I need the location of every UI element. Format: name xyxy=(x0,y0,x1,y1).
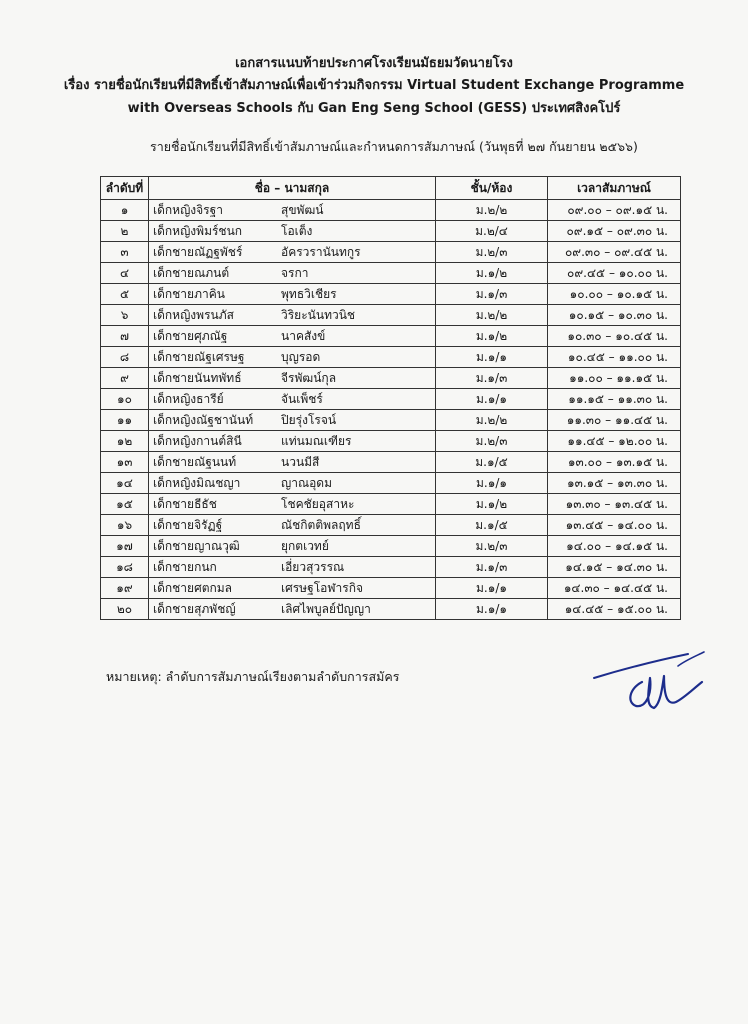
row-time: ๑๐.๓๐ – ๑๐.๔๕ น. xyxy=(548,326,681,347)
signature-image xyxy=(590,648,710,712)
first-name: เด็กชายณัฐนนท์ xyxy=(153,454,237,469)
table-header-row xyxy=(101,177,681,200)
row-name xyxy=(149,431,436,452)
row-no: ๒๐ xyxy=(101,599,149,620)
row-time: ๑๐.๔๕ – ๑๑.๐๐ น. xyxy=(548,347,681,368)
table-row xyxy=(101,473,681,494)
table-row xyxy=(101,578,681,599)
first-name: เด็กชายภาคิน xyxy=(153,286,225,301)
row-class: ม.๑/๑ xyxy=(436,473,548,494)
row-name xyxy=(149,557,436,578)
row-no: ๒ xyxy=(101,221,149,242)
first-name: เด็กหญิงณัฐชานันท์ xyxy=(153,412,254,427)
table-row xyxy=(101,431,681,452)
table-row xyxy=(101,263,681,284)
row-name xyxy=(149,305,436,326)
row-class: ม.๑/๕ xyxy=(436,452,548,473)
first-name: เด็กหญิงจิรฐา xyxy=(153,202,223,217)
row-time: ๑๔.๔๕ – ๑๕.๐๐ น. xyxy=(548,599,681,620)
row-name xyxy=(149,473,436,494)
row-class: ม.๑/๒ xyxy=(436,263,548,284)
row-time: ๑๑.๓๐ – ๑๑.๔๕ น. xyxy=(548,410,681,431)
first-name: เด็กหญิงธารีย์ xyxy=(153,391,224,406)
row-time: ๐๙.๓๐ – ๐๙.๔๕ น. xyxy=(548,242,681,263)
table-row xyxy=(101,536,681,557)
row-class: ม.๒/๒ xyxy=(436,410,548,431)
table-row xyxy=(101,200,681,221)
row-time: ๑๑.๐๐ – ๑๑.๑๕ น. xyxy=(548,368,681,389)
row-time: ๑๑.๔๕ – ๑๒.๐๐ น. xyxy=(548,431,681,452)
table-row xyxy=(101,242,681,263)
table-row xyxy=(101,410,681,431)
row-class: ม.๑/๒ xyxy=(436,326,548,347)
row-name xyxy=(149,326,436,347)
row-no: ๑๕ xyxy=(101,494,149,515)
row-name xyxy=(149,347,436,368)
last-name: เลิศไพบูลย์ปัญญา xyxy=(281,601,371,616)
last-name: พุทธวิเชียร xyxy=(281,286,337,301)
header-line-3: with Overseas Schools กับ Gan Eng Seng School (GESS) ประเทศสิงคโปร์ xyxy=(127,101,621,116)
header-class: ชั้น/ห้อง xyxy=(436,177,548,200)
first-name: เด็กชายสุภพัชญ์ xyxy=(153,601,236,616)
last-name: โชคชัยอุสาหะ xyxy=(281,496,355,511)
header-no: ลำดับที่ xyxy=(101,177,149,200)
last-name: ณัชกิตติพลฤทธิ์ xyxy=(281,517,361,532)
row-no: ๑๘ xyxy=(101,557,149,578)
row-no: ๑๙ xyxy=(101,578,149,599)
row-class: ม.๑/๓ xyxy=(436,368,548,389)
row-time: ๑๓.๔๕ – ๑๔.๐๐ น. xyxy=(548,515,681,536)
table-row xyxy=(101,347,681,368)
row-no: ๘ xyxy=(101,347,149,368)
first-name: เด็กชายณภนต์ xyxy=(153,265,230,280)
table-row xyxy=(101,557,681,578)
first-name: เด็กหญิงพิมร์ชนก xyxy=(153,223,243,238)
table-row xyxy=(101,305,681,326)
row-time: ๑๔.๐๐ – ๑๔.๑๕ น. xyxy=(548,536,681,557)
row-no: ๑๑ xyxy=(101,410,149,431)
last-name: ญาณอุดม xyxy=(281,475,333,490)
last-name: นาคสังข์ xyxy=(281,328,326,343)
last-name: ยุกตเวทย์ xyxy=(281,538,329,553)
first-name: เด็กชายจิรัฏฐ์ xyxy=(153,517,223,532)
interview-table xyxy=(100,176,681,620)
row-no: ๑๗ xyxy=(101,536,149,557)
last-name: เศรษฐโอฬารกิจ xyxy=(281,580,364,595)
row-time: ๑๑.๑๕ – ๑๑.๓๐ น. xyxy=(548,389,681,410)
table-row xyxy=(101,221,681,242)
row-name xyxy=(149,284,436,305)
last-name: จันเพ็ชร์ xyxy=(281,391,323,406)
row-name xyxy=(149,410,436,431)
first-name: เด็กชายญาณวุฒิ xyxy=(153,538,240,553)
first-name: เด็กชายธีธัช xyxy=(153,496,217,511)
row-class: ม.๑/๑ xyxy=(436,599,548,620)
row-time: ๑๔.๑๕ – ๑๔.๓๐ น. xyxy=(548,557,681,578)
row-class: ม.๒/๒ xyxy=(436,305,548,326)
last-name: โอเต็ง xyxy=(281,223,313,238)
row-time: ๑๐.๑๕ – ๑๐.๓๐ น. xyxy=(548,305,681,326)
last-name: อัครวรานันทกูร xyxy=(281,244,361,259)
last-name: เอี่ยวสุวรรณ xyxy=(281,559,345,574)
row-class: ม.๒/๓ xyxy=(436,431,548,452)
row-no: ๖ xyxy=(101,305,149,326)
row-no: ๙ xyxy=(101,368,149,389)
first-name: เด็กชายศุภณัฐ xyxy=(153,328,228,343)
row-class: ม.๑/๑ xyxy=(436,578,548,599)
row-no: ๗ xyxy=(101,326,149,347)
row-class: ม.๒/๔ xyxy=(436,221,548,242)
row-name xyxy=(149,389,436,410)
header-time: เวลาสัมภาษณ์ xyxy=(548,177,681,200)
first-name: เด็กหญิงกานต์สินี xyxy=(153,433,242,448)
row-no: ๑๓ xyxy=(101,452,149,473)
row-class: ม.๑/๒ xyxy=(436,494,548,515)
table-row xyxy=(101,515,681,536)
row-class: ม.๑/๑ xyxy=(436,389,548,410)
row-class: ม.๑/๓ xyxy=(436,557,548,578)
first-name: เด็กชายณัฏฐพัชร์ xyxy=(153,244,243,259)
row-name xyxy=(149,368,436,389)
table-row xyxy=(101,368,681,389)
table-row xyxy=(101,326,681,347)
row-no: ๑๖ xyxy=(101,515,149,536)
row-name xyxy=(149,536,436,557)
row-time: ๐๙.๐๐ – ๐๙.๑๕ น. xyxy=(548,200,681,221)
row-time: ๑๔.๓๐ – ๑๔.๔๕ น. xyxy=(548,578,681,599)
row-time: ๐๙.๑๕ – ๐๙.๓๐ น. xyxy=(548,221,681,242)
footnote: หมายเหตุ: ลำดับการสัมภาษณ์เรียงตามลำดับการสมัคร xyxy=(106,669,400,684)
row-time: ๑๓.๓๐ – ๑๓.๔๕ น. xyxy=(548,494,681,515)
first-name: เด็กชายกนก xyxy=(153,559,217,574)
row-no: ๕ xyxy=(101,284,149,305)
row-name xyxy=(149,452,436,473)
row-time: ๐๙.๔๕ – ๑๐.๐๐ น. xyxy=(548,263,681,284)
header-name: ชื่อ – นามสกุล xyxy=(149,177,436,200)
row-name xyxy=(149,494,436,515)
row-time: ๑๓.๐๐ – ๑๓.๑๕ น. xyxy=(548,452,681,473)
first-name: เด็กชายศตกมล xyxy=(153,580,233,595)
last-name: แท่นมณเฑียร xyxy=(281,433,352,448)
table-subtitle: รายชื่อนักเรียนที่มีสิทธิ์เข้าสัมภาษณ์และกำหนดการสัมภาษณ์ (วันพุธที่ ๒๗ กันยายน ๒๕๖๖) xyxy=(150,139,638,154)
header-line-1: เอกสารแนบท้ายประกาศโรงเรียนมัธยมวัดนายโรง xyxy=(235,56,513,71)
row-class: ม.๒/๓ xyxy=(436,536,548,557)
table-body xyxy=(101,200,681,620)
last-name: ปิยรุ่งโรจน์ xyxy=(281,412,337,427)
row-name xyxy=(149,221,436,242)
table-row xyxy=(101,452,681,473)
last-name: นวนมีสี xyxy=(281,454,320,469)
row-name xyxy=(149,578,436,599)
row-no: ๔ xyxy=(101,263,149,284)
table-row xyxy=(101,389,681,410)
row-time: ๑๓.๑๕ – ๑๓.๓๐ น. xyxy=(548,473,681,494)
row-no: ๓ xyxy=(101,242,149,263)
table-row xyxy=(101,494,681,515)
first-name: เด็กหญิงมิณชญา xyxy=(153,475,241,490)
row-class: ม.๑/๑ xyxy=(436,347,548,368)
first-name: เด็กหญิงพรนภัส xyxy=(153,307,234,322)
last-name: บุญรอด xyxy=(281,349,321,364)
row-time: ๑๐.๐๐ – ๑๐.๑๕ น. xyxy=(548,284,681,305)
row-class: ม.๑/๓ xyxy=(436,284,548,305)
row-name xyxy=(149,200,436,221)
header-line-2: เรื่อง รายชื่อนักเรียนที่มีสิทธิ์เข้าสัมภาษณ์เพื่อเข้าร่วมกิจกรรม Virtual Student Exchange Programme xyxy=(63,78,685,93)
row-name xyxy=(149,599,436,620)
last-name: จรกา xyxy=(281,265,309,280)
first-name: เด็กชายนันทพัทธ์ xyxy=(153,370,242,385)
row-name xyxy=(149,263,436,284)
last-name: จีรพัฒน์กุล xyxy=(281,370,337,385)
row-name xyxy=(149,242,436,263)
row-no: ๑๔ xyxy=(101,473,149,494)
row-class: ม.๒/๒ xyxy=(436,200,548,221)
row-class: ม.๒/๓ xyxy=(436,242,548,263)
last-name: สุขพัฒน์ xyxy=(281,202,324,217)
row-no: ๑๐ xyxy=(101,389,149,410)
row-no: ๑ xyxy=(101,200,149,221)
row-class: ม.๑/๕ xyxy=(436,515,548,536)
first-name: เด็กชายณัฐเศรษฐ xyxy=(153,349,245,364)
table-row xyxy=(101,284,681,305)
table-row xyxy=(101,599,681,620)
last-name: วิริยะนันทวนิช xyxy=(281,307,356,322)
row-name xyxy=(149,515,436,536)
row-no: ๑๒ xyxy=(101,431,149,452)
